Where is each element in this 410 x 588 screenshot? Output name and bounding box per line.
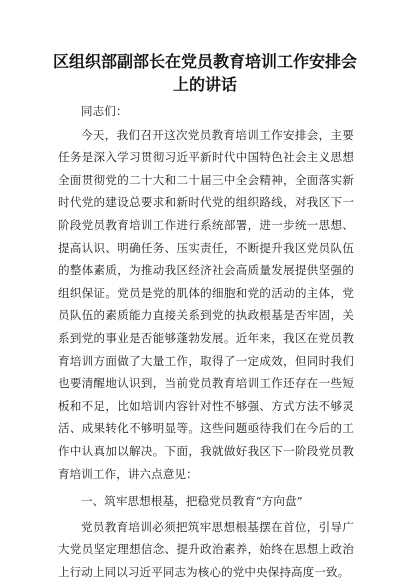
section-heading: 一、筑牢思想根基，把稳党员教育“方向盘” (81, 494, 303, 509)
body-paragraph: 今天，我们召开这次党员教育培训工作安排会，主要任务是深入学习贯彻习近平新时代中国特色社会主义思想全面贯彻党的二十大和二十届三中全会精神，全面落实新时代党的建设总要求和新时代党的组织路线，对我区下一阶段党员教育培训工作进行系统部署，进一步统一思想、提高认识、明确任务、压实责任，不断提升我区党员队伍的整体素质，为推动我区经济社会高质量发展提供坚强的组织保证。党员是党的肌体的细胞和党的活动的主体，党员队伍的素质能力直接关系到党的执政根基是否牢固，关系到党的事业是否能够蓬勃发展。近年来，我区在党员教育培训方面做了大量工作，取得了一定成效，但同时我们也要清醒地认识到，当前党员教育培训工作还存在一些短板和不足，比如培训内容针对性不够强、方式方法不够灵活、成果转化不够明显等。这些问题亟待我们在今后的工作中认真加以解决。下面，我就做好我区下一阶段党员教育培训工作，讲六点意见： (58, 127, 354, 481)
body-paragraph: 党员教育培训必须把筑牢思想根基摆在首位，引导广大党员坚定理想信念、提升政治素养，始终在思想上政治上行动上同以习近平同志为核心的党中央保持高度一致。 (58, 519, 354, 579)
document-title: 区组织部副部长在党员教育培训工作安排会上的讲话 (52, 52, 357, 94)
document-body (58, 100, 354, 588)
salutation: 同志们： (81, 104, 128, 118)
